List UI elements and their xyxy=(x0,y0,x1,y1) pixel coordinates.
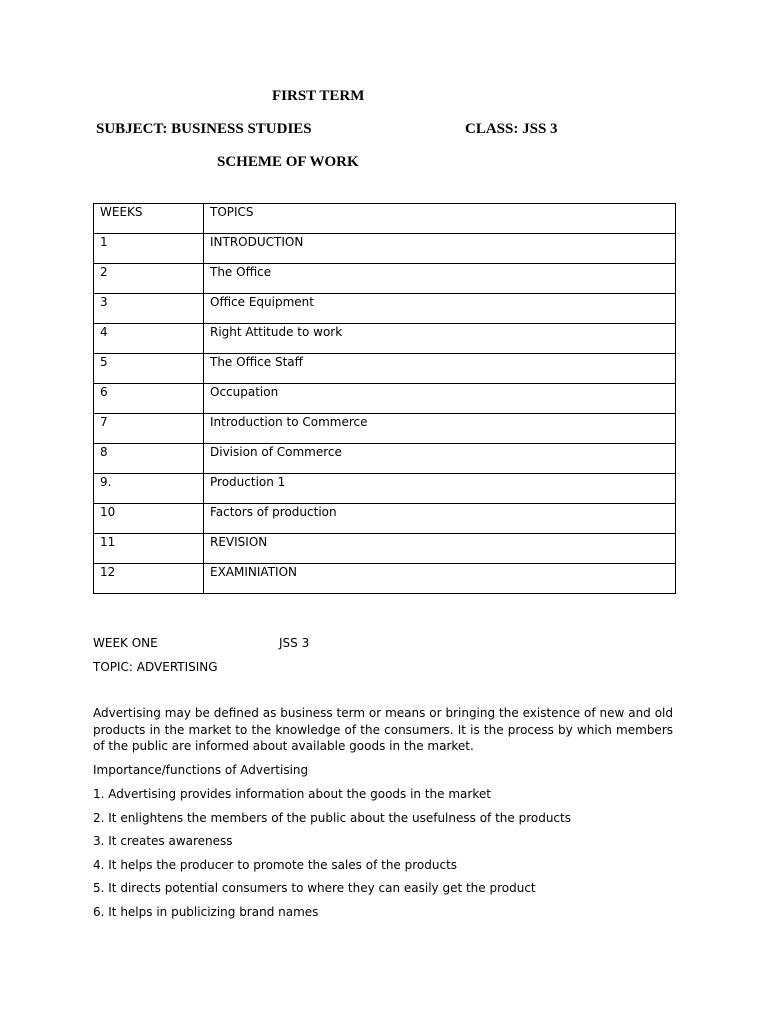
lesson-week: WEEK ONE xyxy=(93,636,158,650)
class-title: CLASS: JSS 3 xyxy=(465,121,558,137)
topic-cell: The Office Staff xyxy=(204,354,676,384)
table-row xyxy=(94,294,676,324)
importance-item: 5. It directs potential consumers to where they can easily get the product xyxy=(93,881,536,895)
topic-cell: EXAMINIATION xyxy=(204,564,676,594)
table-row xyxy=(94,444,676,474)
importance-item: 1. Advertising provides information about the goods in the market xyxy=(93,787,491,801)
table-row xyxy=(94,534,676,564)
table-row xyxy=(94,414,676,444)
topic-cell: Production 1 xyxy=(204,474,676,504)
week-cell: 8 xyxy=(94,444,204,474)
week-cell: 12 xyxy=(94,564,204,594)
definition-paragraph: Advertising may be defined as business term or means or bringing the existence of new and old products in the market to the knowledge of the consumers. It is the process by which members of the public are informed about available goods in the market. xyxy=(93,706,673,753)
table-row xyxy=(94,324,676,354)
table-row xyxy=(94,264,676,294)
subject-title: SUBJECT: BUSINESS STUDIES xyxy=(96,121,312,137)
topic-cell: Occupation xyxy=(204,384,676,414)
weeks-header: WEEKS xyxy=(94,204,204,234)
table-row xyxy=(94,234,676,264)
table-row xyxy=(94,474,676,504)
importance-item: 3. It creates awareness xyxy=(93,834,233,848)
week-cell: 1 xyxy=(94,234,204,264)
week-cell: 6 xyxy=(94,384,204,414)
table-row xyxy=(94,564,676,594)
topic-cell: Factors of production xyxy=(204,504,676,534)
topic-cell: Office Equipment xyxy=(204,294,676,324)
importance-item: 4. It helps the producer to promote the sales of the products xyxy=(93,858,458,872)
week-cell: 10 xyxy=(94,504,204,534)
topics-header: TOPICS xyxy=(204,204,676,234)
week-cell: 5 xyxy=(94,354,204,384)
importance-heading: Importance/functions of Advertising xyxy=(93,763,309,777)
lesson-topic: TOPIC: ADVERTISING xyxy=(93,660,218,674)
table-row xyxy=(94,504,676,534)
lesson-class: JSS 3 xyxy=(279,636,310,650)
week-cell: 4 xyxy=(94,324,204,354)
week-cell: 2 xyxy=(94,264,204,294)
topic-cell: The Office xyxy=(204,264,676,294)
scheme-title: SCHEME OF WORK xyxy=(217,154,359,170)
topic-cell: REVISION xyxy=(204,534,676,564)
week-cell: 9. xyxy=(94,474,204,504)
week-cell: 3 xyxy=(94,294,204,324)
topic-cell: Division of Commerce xyxy=(204,444,676,474)
term-title: FIRST TERM xyxy=(272,88,365,104)
scheme-of-work-table xyxy=(93,203,676,594)
importance-item: 6. It helps in publicizing brand names xyxy=(93,905,319,919)
week-cell: 7 xyxy=(94,414,204,444)
table-header-row xyxy=(94,204,676,234)
table-row xyxy=(94,384,676,414)
week-cell: 11 xyxy=(94,534,204,564)
importance-item: 2. It enlightens the members of the public about the usefulness of the products xyxy=(93,811,571,825)
table-row xyxy=(94,354,676,384)
topic-cell: INTRODUCTION xyxy=(204,234,676,264)
topic-cell: Introduction to Commerce xyxy=(204,414,676,444)
topic-cell: Right Attitude to work xyxy=(204,324,676,354)
